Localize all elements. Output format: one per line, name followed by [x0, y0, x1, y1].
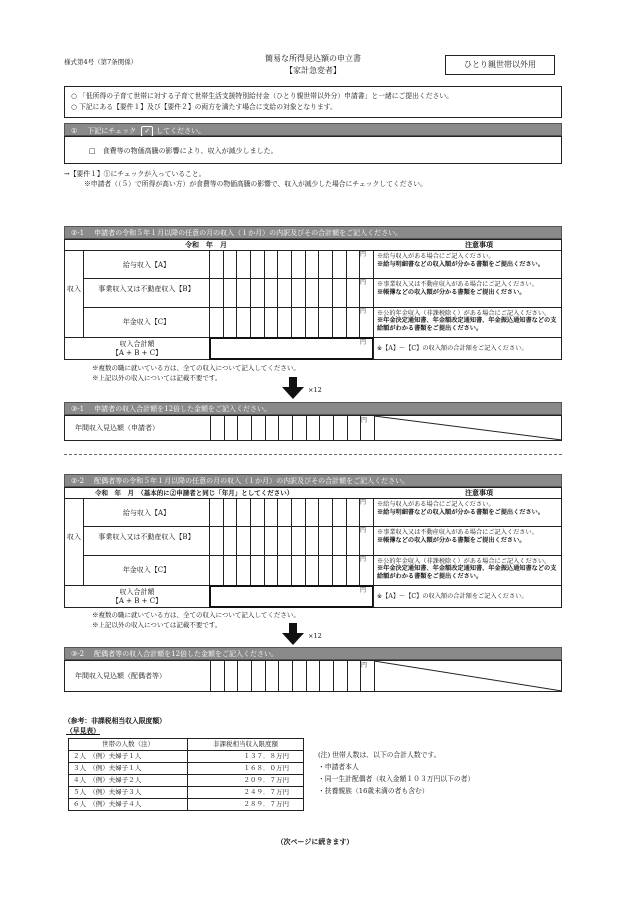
section-2-2-number: ②-2 [71, 477, 85, 485]
multiply-12-label: ×12 [308, 386, 322, 394]
section-2-2-title: 配偶者等の令和５年１月以降の任意の月の収入（１か月）の内訳及びその合計額をご記入ください。 [94, 477, 410, 485]
check-mark-icon: ✓ [141, 126, 153, 137]
section-1-number: ① [71, 127, 78, 135]
section-divider [64, 454, 562, 455]
intro-line-2: ○ 下記にある【要件１】及び【要件２】の両方を満たす場合に支給の対象となります。 [71, 102, 337, 111]
yen-unit: 円 [360, 556, 367, 563]
page-subtitle: 【家計急変者】 [285, 66, 341, 75]
section-1-label-2: してください。 [156, 127, 206, 135]
reference-col-limit: 非課税相当収入限度額 [188, 739, 304, 751]
annual-income-spouse-label: 年間収入見込額（配偶者等） [75, 672, 166, 680]
total-income-input[interactable] [209, 585, 374, 608]
footnote-multiple-jobs: ※複数の職に就いている方は、全ての収入について記入してください。 [92, 611, 300, 619]
section-2-1-number: ②-1 [71, 229, 85, 237]
total-income-note: ※【A】～【C】の収入額の合計額をご記入ください。 [373, 585, 562, 608]
requirement-1: →【要件１】①にチェックが入っていること。 [64, 170, 206, 178]
section-2-2-header [64, 474, 562, 487]
table-row: ２人 （例）夫婦子１人 １３７．８万円 [69, 751, 304, 763]
spouse-income-table [64, 487, 562, 613]
applicant-income-table [64, 239, 562, 365]
section-1-header [64, 123, 562, 136]
pension-income-label: 年金収入【C】 [83, 555, 210, 586]
household-notes: (注) 世帯人数は、以下の合計人数です。 ・申請者本人 ・同一生計配偶者（収入金額１０３万円以下の者） ・扶養親族（16歳未満の者も含む） [318, 751, 475, 795]
notes-header: 注意事項 [465, 488, 493, 497]
yen-unit: 円 [360, 339, 367, 346]
section-3-2-header [64, 647, 562, 660]
month-header: 令和 年 月 [185, 240, 227, 249]
total-income-input[interactable] [209, 337, 374, 360]
yen-unit: 円 [361, 417, 368, 424]
footnote-other-income: ※上記以外の収入については記載不要です。 [92, 621, 222, 629]
yen-unit: 円 [360, 499, 367, 506]
target-badge: ひとり親世帯以外用 [445, 55, 555, 75]
yen-unit: 円 [360, 279, 367, 286]
table-row: ５人 （例）夫婦子３人 ２４９．７万円 [69, 787, 304, 799]
section-3-2-number: ③-2 [71, 650, 85, 658]
yen-unit: 円 [360, 527, 367, 534]
total-income-label: 収入合計額 【A + B + C】 [64, 337, 210, 360]
section-3-2-title: 配偶者等の収入合計額を12倍した金額をご記入ください。 [94, 650, 279, 658]
diagonal-slash [374, 661, 562, 691]
intro-box [64, 86, 562, 118]
section-2-1-title: 申請者の令和５年１月以降の任意の月の収入（１か月）の内訳及びその合計額をご記入ください。 [94, 229, 403, 237]
annual-income-applicant-label: 年間収入見込額（申請者） [75, 424, 159, 432]
income-side-label: 収入 [64, 250, 84, 338]
pension-income-input[interactable] [209, 555, 374, 586]
section-1-label: 下記にチェック [87, 127, 137, 135]
footnote-other-income: ※上記以外の収入については記載不要です。 [92, 374, 222, 382]
business-income-input[interactable] [209, 526, 374, 556]
annual-income-applicant-row [64, 415, 562, 441]
business-income-label: 事業収入又は不動産収入【B】 [83, 526, 210, 556]
reference-title: （参考：非課税相当収入限度額） [64, 717, 166, 725]
price-impact-checkbox[interactable]: □ 食費等の物価高騰の影響により、収入が減少しました。 [64, 136, 562, 164]
section-2-1-header [64, 226, 562, 239]
table-row: ４人 （例）夫婦子２人 ２０９．７万円 [69, 775, 304, 787]
total-income-label: 収入合計額 【A + B + C】 [64, 585, 210, 608]
pension-income-label: 年金収入【C】 [83, 307, 210, 338]
notes-header: 注意事項 [465, 240, 493, 249]
section-3-1-number: ③-1 [71, 405, 85, 413]
salary-income-notes: ※給与収入がある場合にご記入ください。 ※給与明細書などの収入額が分かる書類をご提出ください。 [373, 498, 562, 527]
down-arrow-icon [282, 623, 304, 645]
down-arrow-icon [282, 377, 304, 399]
continued-footer: （次ページに続きます） [276, 837, 354, 846]
annual-income-spouse-input[interactable] [210, 660, 375, 692]
table-row: ３人 （例）夫婦子１人 １６８．０万円 [69, 763, 304, 775]
yen-unit: 円 [361, 662, 368, 669]
form-number: 様式第4号（第7条関係） [64, 58, 138, 66]
multiply-12-label: ×12 [308, 632, 322, 640]
salary-income-label: 給与収入【A】 [83, 498, 210, 527]
reference-header-row [69, 739, 304, 751]
section-3-1-header [64, 402, 562, 415]
yen-unit: 円 [360, 251, 367, 258]
reference-col-household: 世帯の人数（注） [69, 739, 188, 751]
salary-income-input[interactable] [209, 250, 374, 279]
income-side-label: 収入 [64, 498, 84, 586]
pension-income-notes: ※公的年金収入（非課税除く）がある場合にご記入ください。 ※年金決定通知書、年金額改定通知書、年金振込通知書などの支給額がわかる書類をご提出ください。 [373, 307, 562, 338]
annual-income-spouse-row [64, 660, 562, 692]
total-income-note: ※【A】～【C】の収入額の合計額をご記入ください。 [373, 337, 562, 360]
salary-income-notes: ※給与収入がある場合にご記入ください。 ※給与明細書などの収入額が分かる書類をご提出ください。 [373, 250, 562, 279]
salary-income-label: 給与収入【A】 [83, 250, 210, 279]
salary-income-input[interactable] [209, 498, 374, 527]
section-3-1-title: 申請者の収入合計額を12倍した金額をご記入ください。 [94, 405, 272, 413]
month-header: 令和 年 月 （基本的に②申請者と同じ「年月」としてください） [95, 489, 294, 497]
footnote-multiple-jobs: ※複数の職に就いている方は、全ての収入について記入してください。 [92, 364, 300, 372]
business-income-notes: ※事業収入又は不動産収入がある場合にご記入ください。 ※帳簿などの収入額が分かる書類をご提出ください。 [373, 526, 562, 556]
diagonal-slash [374, 416, 562, 440]
yen-unit: 円 [360, 587, 367, 594]
intro-line-1: ○ 「低所得の子育て世帯に対する子育て世帯生活支援特別給付金（ひとり親世帯以外分）申請書」と一緒にご提出ください。 [71, 92, 453, 100]
pension-income-input[interactable] [209, 307, 374, 338]
reference-table [68, 738, 304, 811]
annual-income-applicant-input[interactable] [210, 415, 375, 441]
requirement-1-note: ※申請者（（５）で所得が高い方）が食費等の物価高騰の影響で、収入が減少した場合にチェックしてください。 [84, 180, 427, 188]
page-title: 簡易な所得見込額の申立書 [265, 54, 361, 63]
business-income-input[interactable] [209, 278, 374, 308]
business-income-notes: ※事業収入又は不動産収入がある場合にご記入ください。 ※帳簿などの収入額が分かる書類をご提出ください。 [373, 278, 562, 308]
business-income-label: 事業収入又は不動産収入【B】 [83, 278, 210, 308]
pension-income-notes: ※公的年金収入（非課税除く）がある場合にご記入ください。 ※年金決定通知書、年金額改定通知書、年金振込通知書などの支給額がわかる書類をご提出ください。 [373, 555, 562, 586]
yen-unit: 円 [360, 308, 367, 315]
table-row: ６人 （例）夫婦子４人 ２８９．７万円 [69, 799, 304, 811]
reference-subtitle: （早見表） [66, 727, 100, 735]
